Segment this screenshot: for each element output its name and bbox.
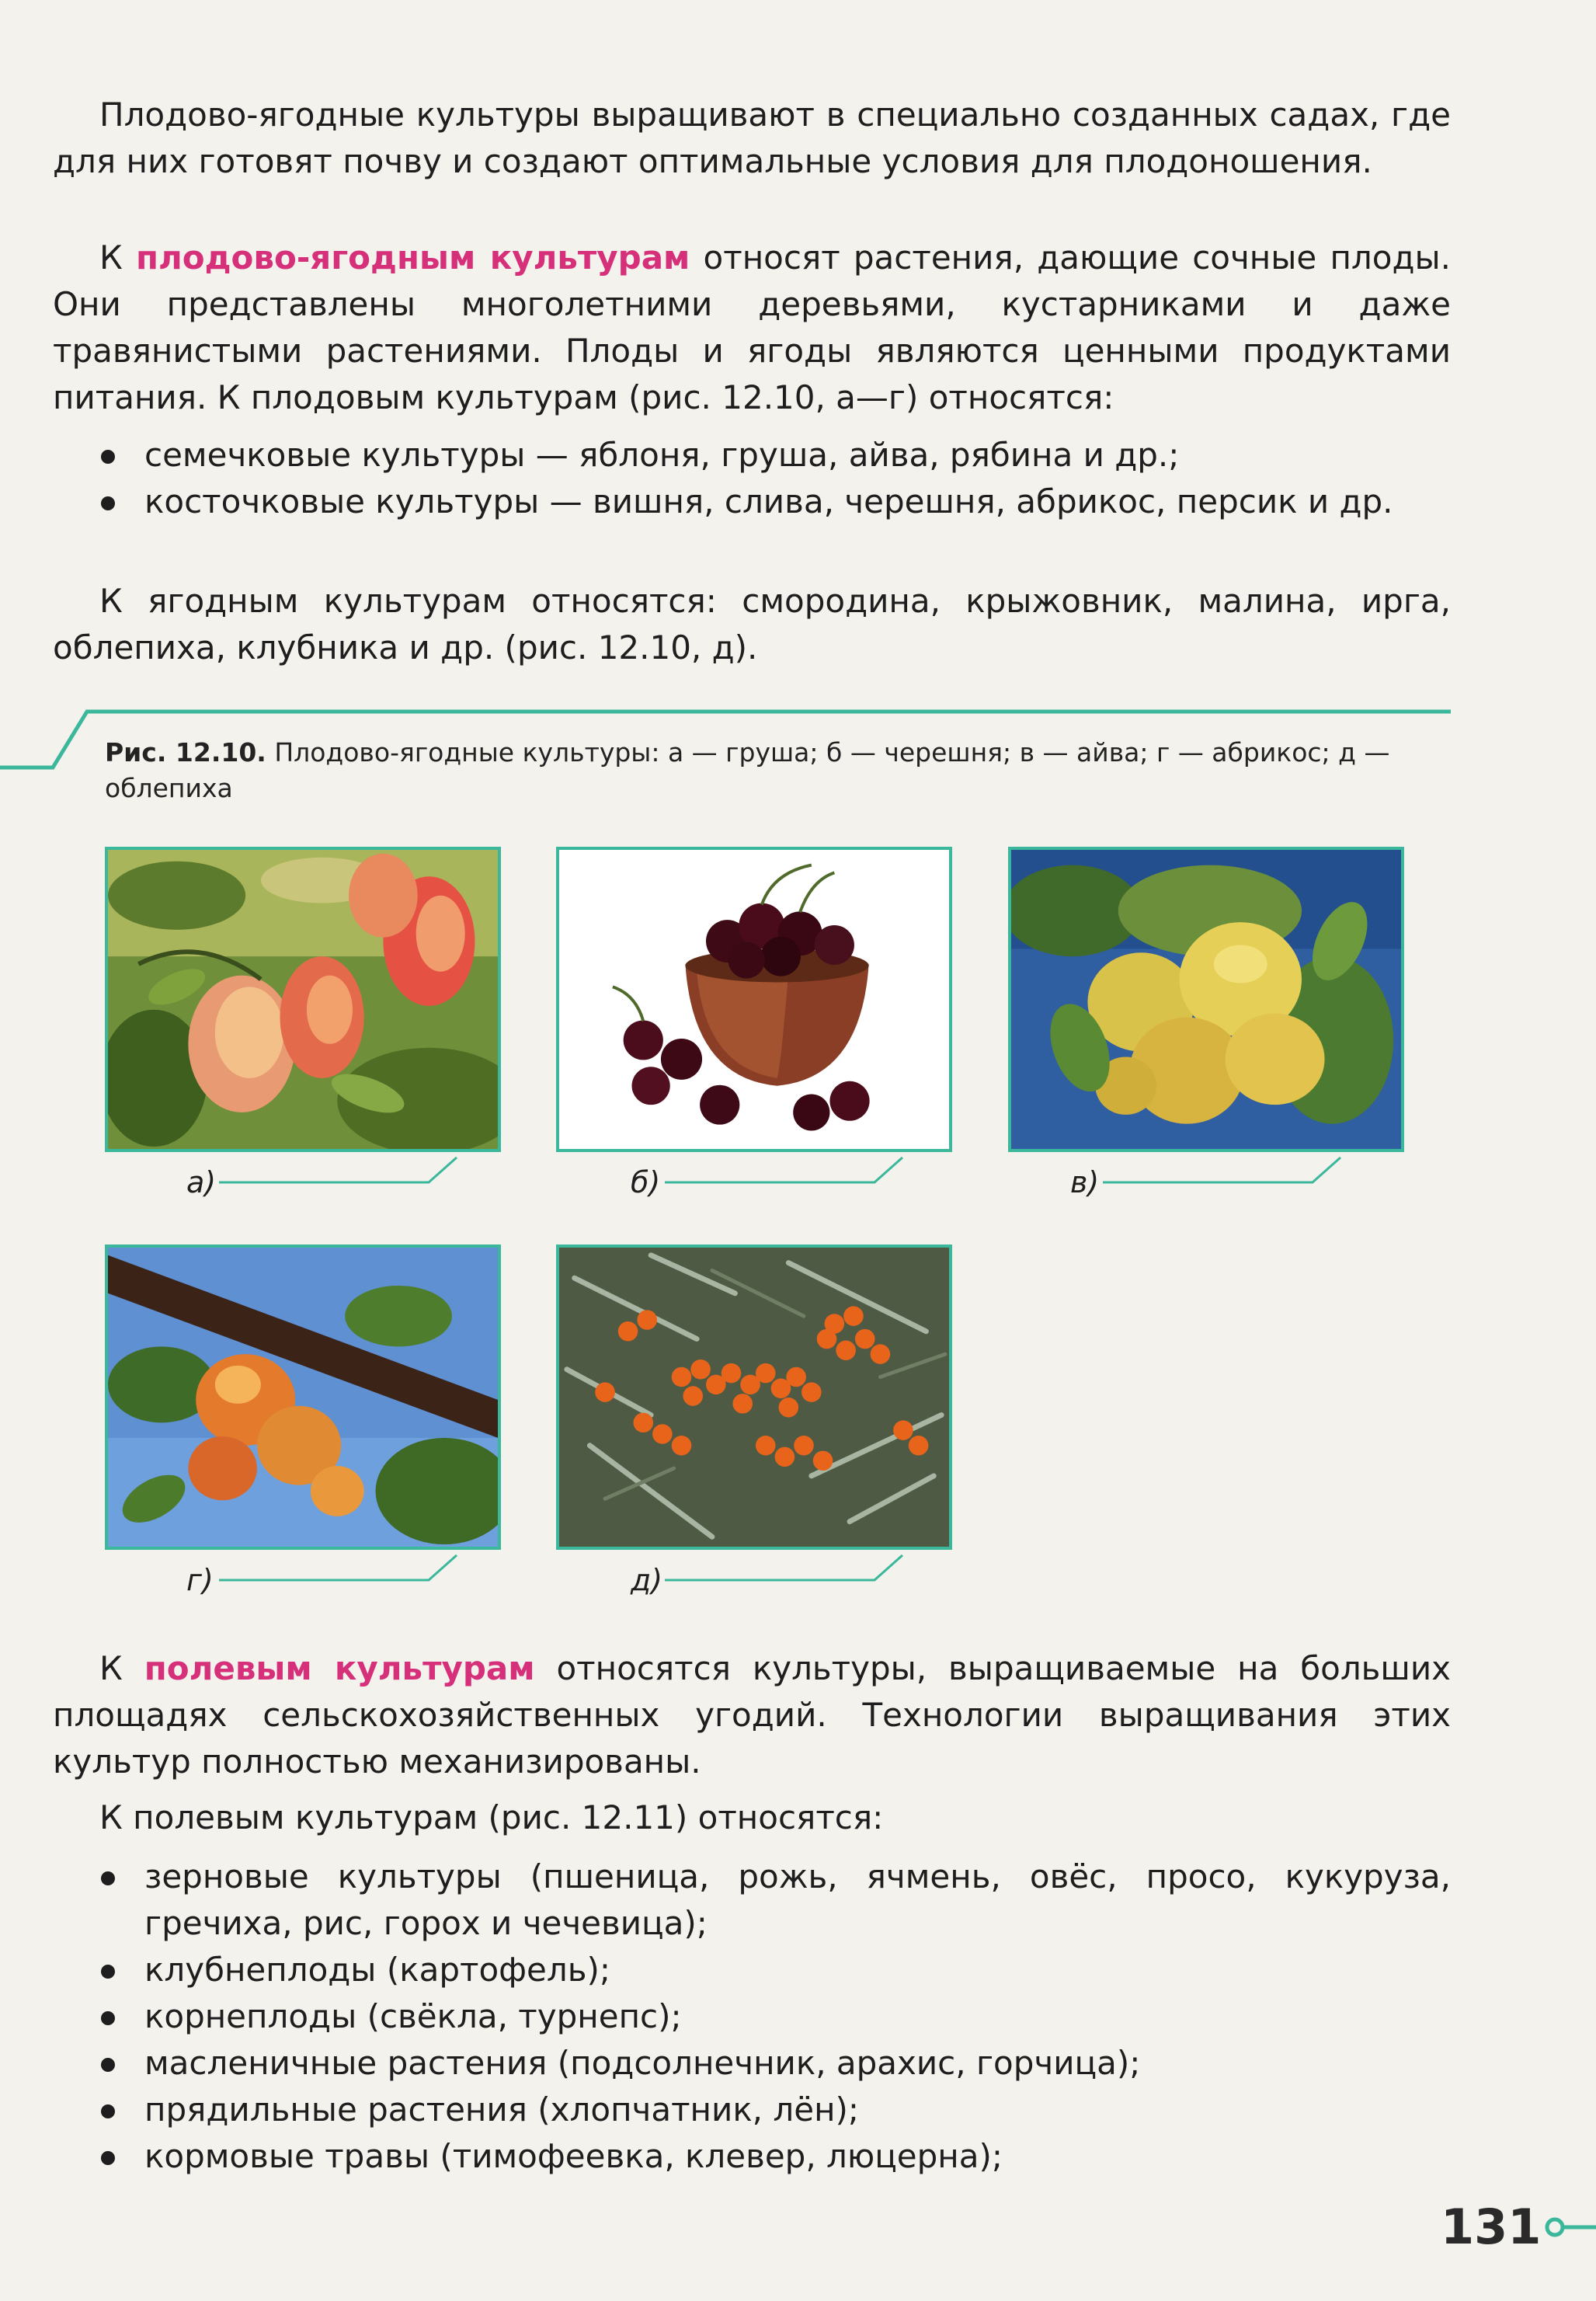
list-item: косточковые культуры — вишня, слива, черешня, абрикос, персик и др. [53, 479, 1451, 525]
photo-label-v: в) [1070, 1165, 1100, 1199]
list-item: семечковые культуры — яблоня, груша, айва, рябина и др.; [53, 432, 1451, 479]
paragraph-intro: Плодово-ягодные культуры выращивают в специально созданных садах, где для них готовят почву и создают оптимальные условия для плодоношения. [53, 96, 1451, 180]
photo-label-a: а) [186, 1165, 217, 1199]
photo-label-b: б) [631, 1165, 661, 1199]
photo-label-g: г) [186, 1563, 214, 1597]
bullet-icon [101, 1965, 115, 1979]
bullet-icon [101, 496, 115, 510]
figure-caption: Рис. 12.10. Плодово-ягодные культуры: а — груша; б — черешня; в — айва; г — абрикос; д — облепиха [105, 737, 1390, 803]
photo-label-line-d [665, 1554, 906, 1585]
bullet-icon [101, 2011, 115, 2025]
photo-apricot [105, 1244, 501, 1550]
photo-pear [105, 847, 501, 1152]
fruit-crops-list [53, 432, 1451, 525]
list-item: прядильные растения (хлопчатник, лён); [53, 2087, 1451, 2133]
photo-cherry [556, 847, 952, 1152]
list-item: зерновые культуры (пшеница, рожь, ячмень, овёс, просо, кукуруза, гречиха, рис, горох и чечевица); [53, 1854, 1451, 1947]
bullet-icon [101, 1871, 115, 1885]
list-item: корнеплоды (свёкла, турнепс); [53, 1993, 1451, 2040]
photo-quince [1008, 847, 1404, 1152]
page-number-marker-icon [1544, 2216, 1596, 2239]
paragraph-fruit-definition: К плодово-ягодным культурам относят растения, дающие сочные плоды. Они представлены многолетними деревьями, кустарниками и даже травянистыми растениями. Плоды и ягоды являются ценными продуктами питания. К плодовым культурам (рис. 12.10, а—г) относятся: [53, 238, 1451, 416]
term-field-crops: полевым культурам [144, 1649, 535, 1687]
photo-label-line-g [219, 1554, 460, 1585]
field-crops-list [53, 1854, 1451, 2180]
photo-label-line-a [219, 1156, 460, 1187]
term-fruit-berry-crops: плодово-ягодным культурам [136, 238, 690, 277]
bullet-icon [101, 2151, 115, 2165]
paragraph-field-definition: К полевым культурам относятся культуры, выращиваемые на больших площадях сельскохозяйственных угодий. Технологии выращивания этих культур полностью механизированы. [53, 1649, 1451, 1781]
paragraph-field-intro: К полевым культурам (рис. 12.11) относятся: [99, 1798, 884, 1836]
photo-label-line-v [1103, 1156, 1344, 1187]
paragraph-berry-crops: К ягодным культурам относятся: смородина, крыжовник, малина, ирга, облепиха, клубника и др. (рис. 12.10, д). [53, 582, 1451, 667]
photo-label-line-b [665, 1156, 906, 1187]
page-number: 131 [1441, 2198, 1542, 2255]
list-item: кормовые травы (тимофеевка, клевер, люцерна); [53, 2133, 1451, 2180]
list-item: масленичные растения (подсолнечник, арахис, горчица); [53, 2040, 1451, 2087]
photo-label-d: д) [631, 1563, 663, 1597]
list-item: клубнеплоды (картофель); [53, 1947, 1451, 1993]
photo-sea-buckthorn [556, 1244, 952, 1550]
bullet-icon [101, 450, 115, 464]
bullet-icon [101, 2104, 115, 2118]
bullet-icon [101, 2058, 115, 2072]
